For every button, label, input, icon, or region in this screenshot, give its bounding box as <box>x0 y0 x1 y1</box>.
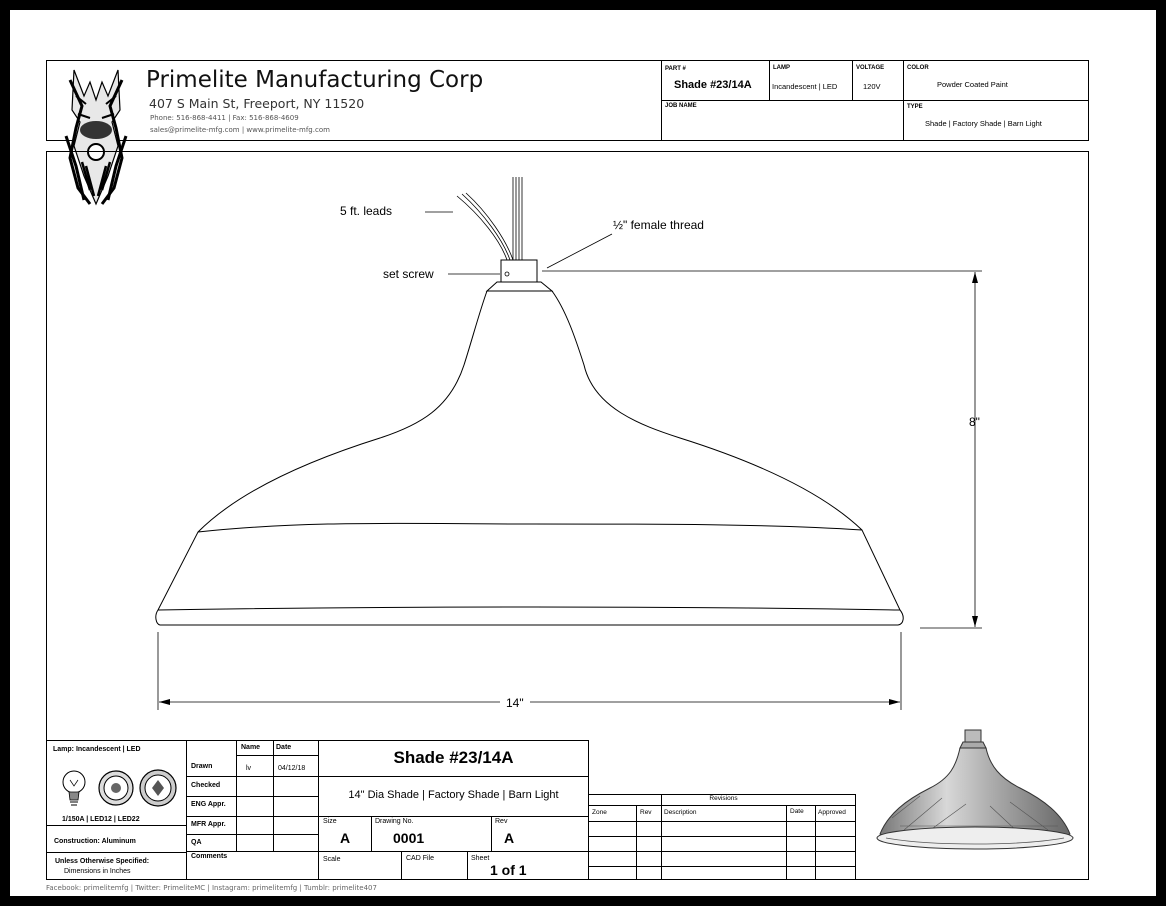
leads-label: 5 ft. leads <box>340 204 393 218</box>
incandescent-bulb-icon <box>63 771 85 805</box>
size-label: Size <box>323 818 337 825</box>
width-dimension-label: 14" <box>506 696 524 710</box>
construction-label: Construction: Aluminum <box>54 838 136 845</box>
voltage-label: VOLTAGE <box>856 65 885 71</box>
shade-body <box>156 291 903 625</box>
rev-col-zone: Zone <box>592 809 607 816</box>
led12-bulb-icon <box>99 771 133 805</box>
company-phone-fax: Phone: 516-868-4411 | Fax: 516-868-4609 <box>150 114 299 122</box>
setscrew-label: set screw <box>383 267 434 281</box>
part-value: Shade #23/14A <box>674 79 752 91</box>
scale-label: Scale <box>323 856 341 863</box>
socket-collar <box>487 282 552 291</box>
shade-technical-drawing <box>10 10 1156 740</box>
rev-col-rev: Rev <box>640 809 652 816</box>
set-screw <box>505 272 509 276</box>
row-qa: QA <box>191 839 202 846</box>
drawing-description: 14" Dia Shade | Factory Shade | Barn Light <box>348 789 559 801</box>
type-label: TYPE <box>907 104 923 110</box>
lamp-value: Incandescent | LED <box>772 82 838 91</box>
type-value: Shade | Factory Shade | Barn Light <box>925 119 1042 128</box>
lamp-types: 1/150A | LED12 | LED22 <box>62 816 140 823</box>
thread-leader-line <box>547 234 612 268</box>
revisions-title: Revisions <box>709 795 738 802</box>
rev-col-description: Description <box>664 809 697 816</box>
led22-bulb-icon <box>140 770 176 806</box>
company-email-web: sales@primelite-mfg.com | www.primelite-mfg.com <box>150 126 330 134</box>
rev-value: A <box>504 830 515 846</box>
thread-label: ½" female thread <box>613 218 704 232</box>
drawing-title: Shade #23/14A <box>393 748 514 767</box>
lamp-bulb-icons <box>60 766 178 812</box>
rev-label: Rev <box>495 818 508 825</box>
drawn-name: lv <box>246 765 252 772</box>
rev-col-date: Date <box>790 808 804 815</box>
row-checked: Checked <box>191 782 221 789</box>
company-name: Primelite Manufacturing Corp <box>146 67 484 93</box>
sheet-value: 1 of 1 <box>490 862 527 878</box>
row-mfr-approval: MFR Appr. <box>191 821 226 828</box>
lamp-label: LAMP <box>773 65 790 71</box>
col-name-header: Name <box>241 744 261 751</box>
drawn-date: 04/12/18 <box>278 765 306 772</box>
drawing-no-value: 0001 <box>393 830 425 846</box>
unless-specified-label: Unless Otherwise Specified: <box>55 858 150 865</box>
row-comments: Comments <box>191 853 228 860</box>
job-name-label: JOB NAME <box>665 103 697 109</box>
lamp-title: Lamp: Incandescent | LED <box>53 746 141 753</box>
shade-product-sketch <box>870 726 1080 862</box>
color-value: Powder Coated Paint <box>937 80 1008 89</box>
lead-wires <box>457 177 522 260</box>
row-drawn: Drawn <box>191 763 213 770</box>
voltage-value: 120V <box>863 82 881 91</box>
col-date-header: Date <box>276 744 292 751</box>
size-value: A <box>340 830 351 846</box>
drawing-sheet <box>10 10 1156 896</box>
cad-file-label: CAD File <box>406 855 435 862</box>
height-dimension-label: 8" <box>969 415 980 429</box>
color-label: COLOR <box>907 65 929 71</box>
part-label: PART # <box>665 66 686 72</box>
row-eng-approval: ENG Appr. <box>191 801 226 808</box>
dimensions-in-inches-label: Dimensions in Inches <box>64 868 131 875</box>
company-address: 407 S Main St, Freeport, NY 11520 <box>149 96 365 111</box>
drawing-no-label: Drawing No. <box>375 818 414 825</box>
rev-col-approved: Approved <box>818 809 846 816</box>
sheet-label: Sheet <box>471 855 490 862</box>
socket-cap <box>501 260 537 282</box>
social-footer: Facebook: primelitemfg | Twitter: PrimeliteMC | Instagram: primelitemfg | Tumblr: primelite407 <box>46 884 377 892</box>
